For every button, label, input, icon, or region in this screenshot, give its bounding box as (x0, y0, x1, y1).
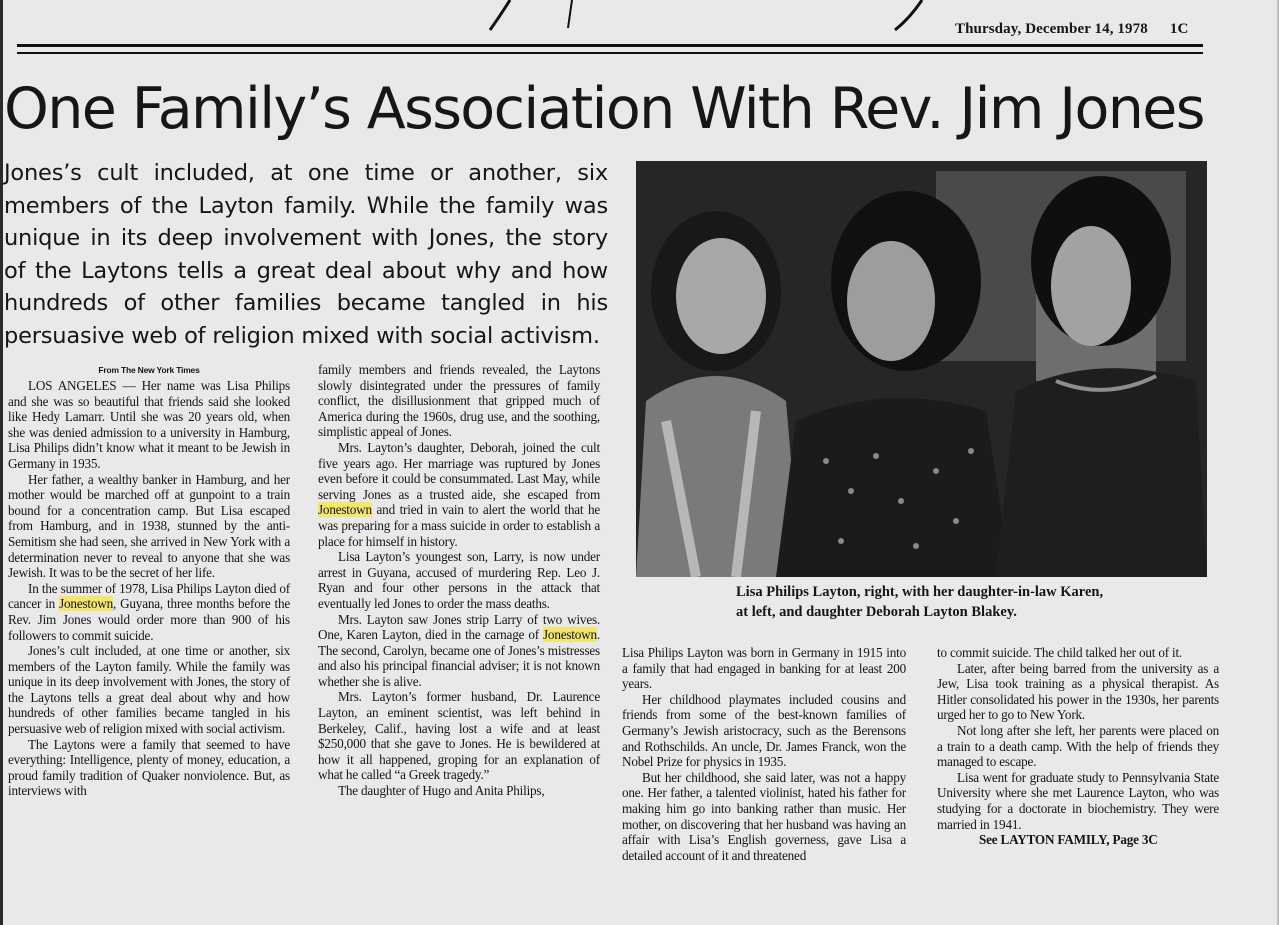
paragraph: Lisa Layton’s youngest son, Larry, is now under arrest in Guyana, accused of murdering Rep. Leo J. Ryan and four other persons in the attack that eventually led Jones to order the mass deaths. (318, 549, 600, 611)
issue-date: Thursday, December 14, 1978 (955, 21, 1148, 37)
highlighted-term: Jonestown (543, 627, 597, 643)
news-photo (636, 161, 1207, 577)
highlighted-term: Jonestown (59, 596, 113, 612)
paragraph: In the summer of 1978, Lisa Philips Layton died of cancer in Jonestown, Guyana, three months before the Rev. Jim Jones would order more than 900 of his followers to commit suicide. (8, 580, 291, 643)
paragraph: Later, after being barred from the university as a Jew, Lisa took training as a physical therapist. As Hitler consolidated his power in the 1930s, her parents urged her to go to New York. (937, 660, 1219, 723)
article-column-1 (8, 363, 290, 799)
photo-three-women (636, 161, 1207, 577)
page-number: 1C (1169, 21, 1189, 37)
paragraph: Her father, a wealthy banker in Hamburg, and her mother would be marched off at gunpoint to a train bound for a concentration camp. But Lisa escaped from Hamburg, and in 1938, stunned by the anti-Semitism she had seen, she arrived in New York with a determination never to reveal to anyone that she was Jewish. It was to be the secret of her life. (8, 471, 290, 581)
scan-left-edge (0, 0, 3, 925)
paragraph: The daughter of Hugo and Anita Philips, (338, 783, 545, 799)
masthead-rule-thin (17, 52, 1203, 54)
decorative-script-fragment (440, 0, 960, 36)
headline: One Family’s Association With Rev. Jim Jones (4, 76, 1204, 142)
paragraph: Her childhood playmates included cousins and friends from some of the best-known families of Germany’s Jewish aristocracy, such as the Berensons and Rothschilds. An uncle, Dr. James Franck, won the Nobel Prize for physics in 1935. (622, 691, 906, 770)
masthead-dateline (955, 21, 1200, 41)
paragraph: to commit suicide. The child talked her out of it. (937, 645, 1183, 660)
byline-credit: From The New York Times (98, 365, 200, 375)
paragraph: Mrs. Layton saw Jones strip Larry of two wives. One, Karen Layton, died in the carnage of Jonestown. The second, Carolyn, became one of Jones’s mistresses and also his principal financial adviser; it is not known whether she is alive. (318, 611, 600, 689)
photo-caption: Lisa Philips Layton, right, with her daughter-in-law Karen, at left, and daughter Deborah Layton Blakey. (736, 584, 1104, 620)
highlighted-term: Jonestown (318, 502, 372, 518)
deck-summary: Jones’s cult included, at one time or another, six members of the Layton family. While the family was unique in its deep involvement with Jones, the story of the Laytons tells a great deal about why and how hundreds of other families became tangled in his persuasive web of religion mixed with social activism. (4, 160, 608, 349)
paragraph: Lisa Philips Layton was born in Germany in 1915 into a family that had engaged in banking for at least 200 years. (622, 645, 906, 692)
article-column-4 (937, 645, 1219, 848)
paragraph: Jones’s cult included, at one time or another, six members of the Layton family. While the family was unique in its deep involvement with Jones, the story of the Laytons tells a great deal about why and how hundreds of other families became tangled in his persuasive web of religion mixed with social activism. (8, 643, 290, 737)
masthead-rule-thick (17, 44, 1203, 47)
paragraph: Not long after she left, her parents were placed on a train to a death camp. With the help of friends they managed to escape. (937, 722, 1219, 770)
continuation-jump-line[interactable]: See LAYTON FAMILY, Page 3C (979, 832, 1158, 848)
paragraph: family members and friends revealed, the Laytons slowly disintegrated under the pressures of family conflict, the disillusionment that gripped much of America during the 1960s, drug use, and the soothing, simplistic appeal of Jones. (318, 362, 600, 440)
paragraph: Mrs. Layton’s daughter, Deborah, joined the cult five years ago. Her marriage was ruptured by Jones even before it could be consummated. Last May, while serving Jones as a trusted aide, she escaped from Jonestown and tried in vain to alert the world that he was preparing for a mass suicide in order to establish a place for himself in history. (318, 439, 600, 549)
article-column-3 (622, 645, 906, 863)
paragraph: LOS ANGELES — Her name was Lisa Philips and she was so beautiful that friends said she looked like Hedy Lamarr. Until she was 20 years old, when she was denied admission to a university in Hamburg, Lisa Philips didn’t know what it meant to be Jewish in Germany in 1935. (8, 378, 290, 471)
paragraph: The Laytons were a family that seemed to have everything: Intelligence, plenty of money, education, a proud family tradition of Quaker nonviolence. But, as interviews with (8, 736, 290, 799)
article-column-2 (318, 362, 600, 799)
paragraph: But her childhood, she said later, was not a happy one. Her father, a talented violinist, hated his father for making him go into banking rather than music. Her mother, on discovering that her husband was having an affair with Lisa’s English governess, gave Lisa a detailed account of it and threatened (622, 769, 906, 863)
paragraph: Mrs. Layton’s former husband, Dr. Laurence Layton, an eminent scientist, was left behind in Berkeley, Calif., having lost a wife and at least $250,000 that she gave to Jones. He is bewildered at how it all happened, groping for an explanation of what he called “a Greek tragedy.” (318, 689, 600, 783)
paragraph: Lisa went for graduate study to Pennsylvania State University where she met Laurence Layton, who was studying for a doctorate in biochemistry. They were married in 1941. (937, 769, 1219, 832)
